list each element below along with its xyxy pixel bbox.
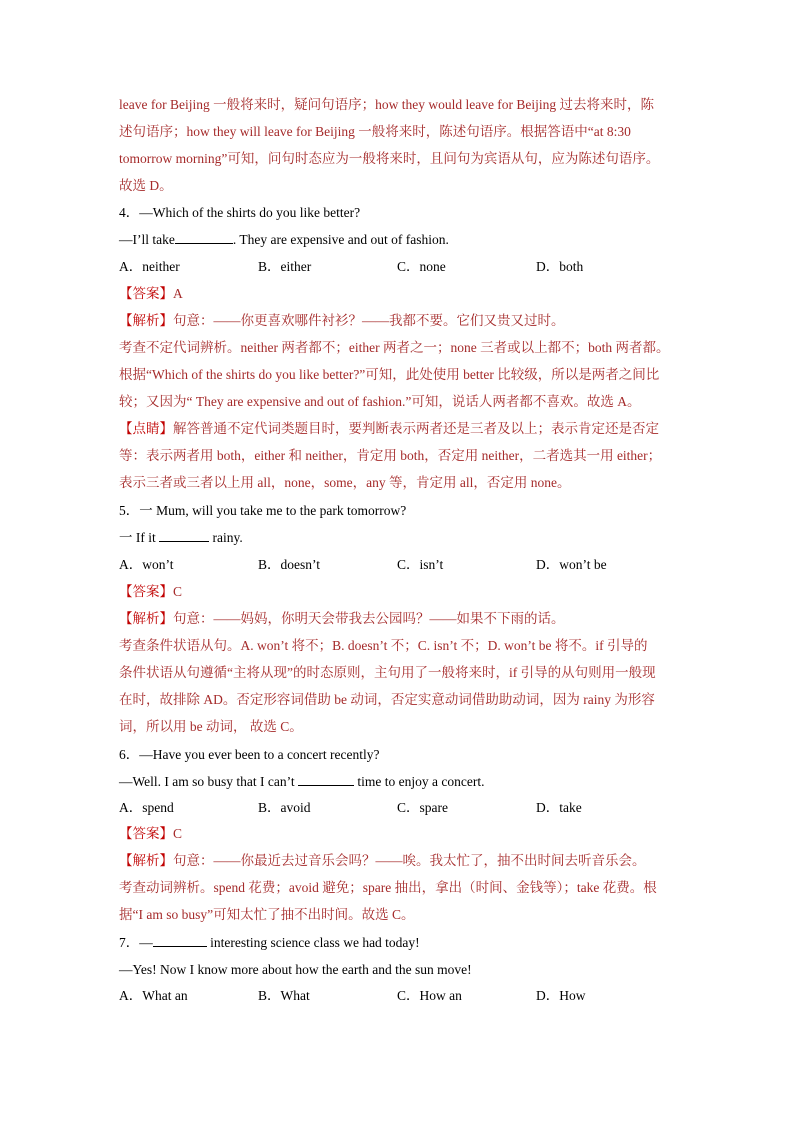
question-number: 6． bbox=[119, 747, 140, 762]
question-4-tip bbox=[119, 419, 699, 439]
analysis-line: 据“I am so busy”可知太忙了抽不出时间。故选 C。 bbox=[119, 907, 415, 922]
answer-tag: 【答案】 bbox=[119, 286, 173, 301]
analysis-line: 考查动词辨析。spend 花费；avoid 避免；spare 抽出，拿出（时间、金钱等）；take 花费。根 bbox=[119, 880, 657, 895]
question-6-stem bbox=[119, 745, 699, 765]
option-d: D．both bbox=[536, 259, 584, 274]
analysis-tag: 【解析】 bbox=[119, 853, 173, 868]
question-number: 7． bbox=[119, 935, 140, 950]
answer-value: A bbox=[173, 286, 183, 301]
option-d: D．take bbox=[536, 800, 582, 815]
question-5-stem-2 bbox=[119, 528, 699, 548]
analysis-line: 考查条件状语从句。A. won’t 将不；B. doesn’t 不；C. isn’t 不；D. won’t be 将不。if 引导的 bbox=[119, 638, 648, 653]
option-a: A．What an bbox=[119, 988, 188, 1003]
tip-text: 解答普通不定代词类题目时，要判断表示两者还是三者及以上；表示肯定还是否定 bbox=[173, 421, 659, 436]
answer-blank bbox=[298, 773, 354, 786]
analysis-line: 词，所以用 be 动词， 故选 C。 bbox=[119, 719, 303, 734]
explanation-line: 述句语序；how they will leave for Beijing 一般将来时，陈述句语序。根据答语中“at 8:30 bbox=[119, 124, 631, 139]
option-b: B．What bbox=[258, 988, 310, 1003]
question-6-stem-2 bbox=[119, 772, 699, 792]
question-number: 4． bbox=[119, 205, 140, 220]
question-5-stem bbox=[119, 501, 699, 521]
question-7-options bbox=[119, 986, 699, 1006]
option-d: D．How bbox=[536, 988, 586, 1003]
option-a: A．neither bbox=[119, 259, 180, 274]
explanation-line: 故选 D。 bbox=[119, 178, 173, 193]
question-text: —Well. I am so busy that I can’t bbox=[119, 774, 299, 789]
option-c: C．isn’t bbox=[397, 557, 444, 572]
question-4-stem-2 bbox=[119, 230, 699, 250]
answer-blank bbox=[153, 934, 207, 947]
question-7-stem-2: —Yes! Now I know more about how the earth and the sun move! bbox=[119, 962, 472, 977]
option-b: B．avoid bbox=[258, 800, 311, 815]
question-text: time to enjoy a concert. bbox=[354, 774, 485, 789]
analysis-line: 较；又因为“ They are expensive and out of fashion.”可知，说话人两者都不喜欢。故选 A。 bbox=[119, 394, 641, 409]
analysis-line: 根据“Which of the shirts do you like better?”可知，此处使用 better 比较级，所以是两者之间比 bbox=[119, 367, 660, 382]
option-b: B．either bbox=[258, 259, 312, 274]
question-4-stem bbox=[119, 203, 699, 223]
explanation-line: tomorrow morning”可知，问句时态应为一般将来时，且问句为宾语从句，应为陈述句语序。 bbox=[119, 151, 660, 166]
question-text: — bbox=[139, 935, 153, 950]
question-text: —Have you ever been to a concert recently? bbox=[139, 747, 380, 762]
question-5-answer bbox=[119, 582, 699, 602]
question-6-analysis bbox=[119, 851, 699, 871]
analysis-tag: 【解析】 bbox=[119, 313, 173, 328]
question-text: rainy. bbox=[209, 530, 243, 545]
question-text: —Which of the shirts do you like better? bbox=[139, 205, 361, 220]
question-5-analysis bbox=[119, 609, 699, 629]
question-4-analysis bbox=[119, 311, 699, 331]
analysis-tag: 【解析】 bbox=[119, 611, 173, 626]
question-7-stem bbox=[119, 933, 699, 953]
tip-line: 表示三者或三者以上用 all，none，some，any 等，肯定用 all，否定用 none。 bbox=[119, 475, 571, 490]
analysis-text: 句意：——你更喜欢哪件衬衫？——我都不要。它们又贵又过时。 bbox=[173, 313, 565, 328]
option-c: C．none bbox=[397, 259, 446, 274]
question-text: 一 If it bbox=[119, 530, 160, 545]
question-number: 5． bbox=[119, 503, 140, 518]
question-5-options bbox=[119, 555, 699, 575]
question-text: . They are expensive and out of fashion. bbox=[232, 232, 449, 247]
question-4-answer bbox=[119, 284, 699, 304]
question-6-answer bbox=[119, 824, 699, 844]
question-text: —I’ll take bbox=[119, 232, 175, 247]
option-c: C．How an bbox=[397, 988, 462, 1003]
answer-value: C bbox=[173, 584, 183, 599]
question-6-options bbox=[119, 798, 699, 818]
analysis-line: 考查不定代词辨析。neither 两者都不；either 两者之一；none 三者或以上都不；both 两者都。 bbox=[119, 340, 670, 355]
analysis-text: 句意：——你最近去过音乐会吗？——唉。我太忙了，抽不出时间去听音乐会。 bbox=[173, 853, 646, 868]
tip-tag: 【点睛】 bbox=[119, 421, 173, 436]
answer-tag: 【答案】 bbox=[119, 584, 173, 599]
answer-blank bbox=[175, 231, 233, 244]
analysis-text: 句意：——妈妈，你明天会带我去公园吗？——如果不下雨的话。 bbox=[173, 611, 565, 626]
explanation-line: leave for Beijing 一般将来时，疑问句语序；how they would leave for Beijing 过去将来时，陈 bbox=[119, 97, 655, 112]
answer-blank bbox=[159, 529, 209, 542]
question-text: interesting science class we had today! bbox=[206, 935, 420, 950]
analysis-line: 在时，故排除 AD。否定形容词借助 be 动词，否定实意动词借助助动词，因为 rainy 为形容 bbox=[119, 692, 655, 707]
tip-line: 等：表示两者用 both，either 和 neither，肯定用 both，否定用 neither，二者选其一用 either； bbox=[119, 448, 662, 463]
option-c: C．spare bbox=[397, 800, 448, 815]
option-d: D．won’t be bbox=[536, 557, 607, 572]
option-b: B．doesn’t bbox=[258, 557, 321, 572]
question-text: 一 Mum, will you take me to the park tomorrow? bbox=[139, 503, 407, 518]
option-a: A．won’t bbox=[119, 557, 174, 572]
analysis-line: 条件状语从句遵循“主将从现”的时态原则，主句用了一般将来时，if 引导的从句则用一般现 bbox=[119, 665, 656, 680]
answer-value: C bbox=[173, 826, 183, 841]
question-4-options bbox=[119, 257, 699, 277]
option-a: A．spend bbox=[119, 800, 174, 815]
answer-tag: 【答案】 bbox=[119, 826, 173, 841]
